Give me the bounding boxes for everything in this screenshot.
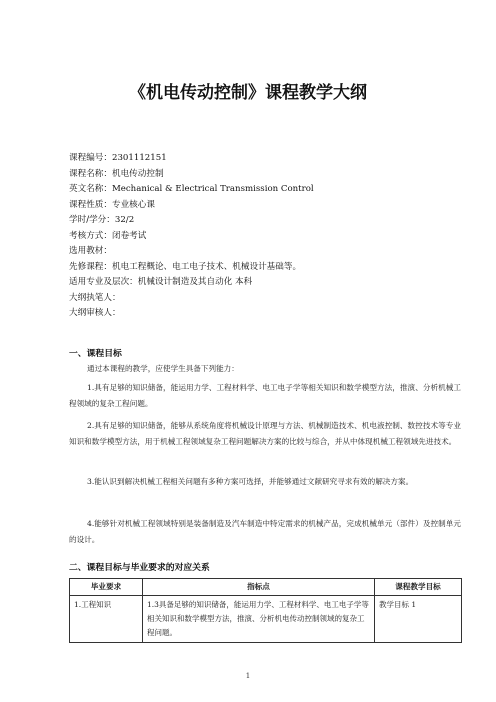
info-textbook: 选用教材： [69,246,112,256]
info-course-nature: 课程性质：专业核心课 [69,199,155,210]
info-major-level: 适用专业及层次：机械设计制造及其自动化 本科 [69,277,253,287]
info-english-name: 英文名称：Mechanical & Electrical Transmission Control [69,184,314,194]
table-header-row [70,579,462,596]
cell-indicator: 1.3具备足够的知识储备，能运用力学、工程材料学、电工电子学等相关知识和数学模型方法，推演、分析机电传动控制领域的复杂工程问题。 [143,596,375,643]
page-number: 1 [245,672,251,680]
header-graduation-requirement: 毕业要求 [70,579,143,596]
cell-objective: 教学目标 1 [375,596,462,643]
section2-heading: 二、课程目标与毕业要求的对应关系 [69,563,210,573]
info-prerequisites: 先修课程：机电工程概论、电工电子技术、机械设计基础等。 [69,261,302,272]
table-row [70,596,462,643]
course-info-block [69,151,314,322]
info-course-name: 课程名称：机电传动控制 [69,168,164,179]
requirements-table [69,578,462,643]
document-title: 《机电传动控制》课程教学大纲 [129,83,367,103]
header-course-objective: 课程教学目标 [375,579,462,596]
info-hours-credits: 学时/学分：32/2 [69,215,135,225]
objective-1: 1.具有足够的知识储备，能运用力学、工程材料学、电工电子学等相关知识和数学模型方法，推演、分析机械工程领域的复杂工程问题。 [69,383,461,409]
info-assessment: 考核方式：闭卷考试 [69,230,147,241]
info-reviewer: 大纲审核人： [69,308,121,318]
objective-2: 2.具有足够的知识储备，能够从系统角度将机械设计原理与方法、机械制造技术、机电液控制、数控技术等专业知识和数学模型方法，用于机械工程领域复杂工程问题解决方案的比较与综合，并从中体现机械工程领域先进技术。 [69,421,461,447]
section1-intro: 通过本课程的教学，应使学生具备下列能力： [87,364,239,373]
section1-heading: 一、课程目标 [69,349,122,359]
header-indicator: 指标点 [143,579,375,596]
objective-4: 4.能够针对机械工程领域特别是装备制造及汽车制造中特定需求的机械产品，完成机械单元（部件）及控制单元的设计。 [69,519,461,545]
info-author: 大纲执笔人： [69,292,121,303]
cell-requirement: 1.工程知识 [70,596,143,643]
objective-3: 3.能认识到解决机械工程相关问题有多种方案可选择，并能够通过文献研究寻求有效的解决方案。 [87,477,414,486]
info-course-code: 课程编号：2301112151 [69,153,167,163]
